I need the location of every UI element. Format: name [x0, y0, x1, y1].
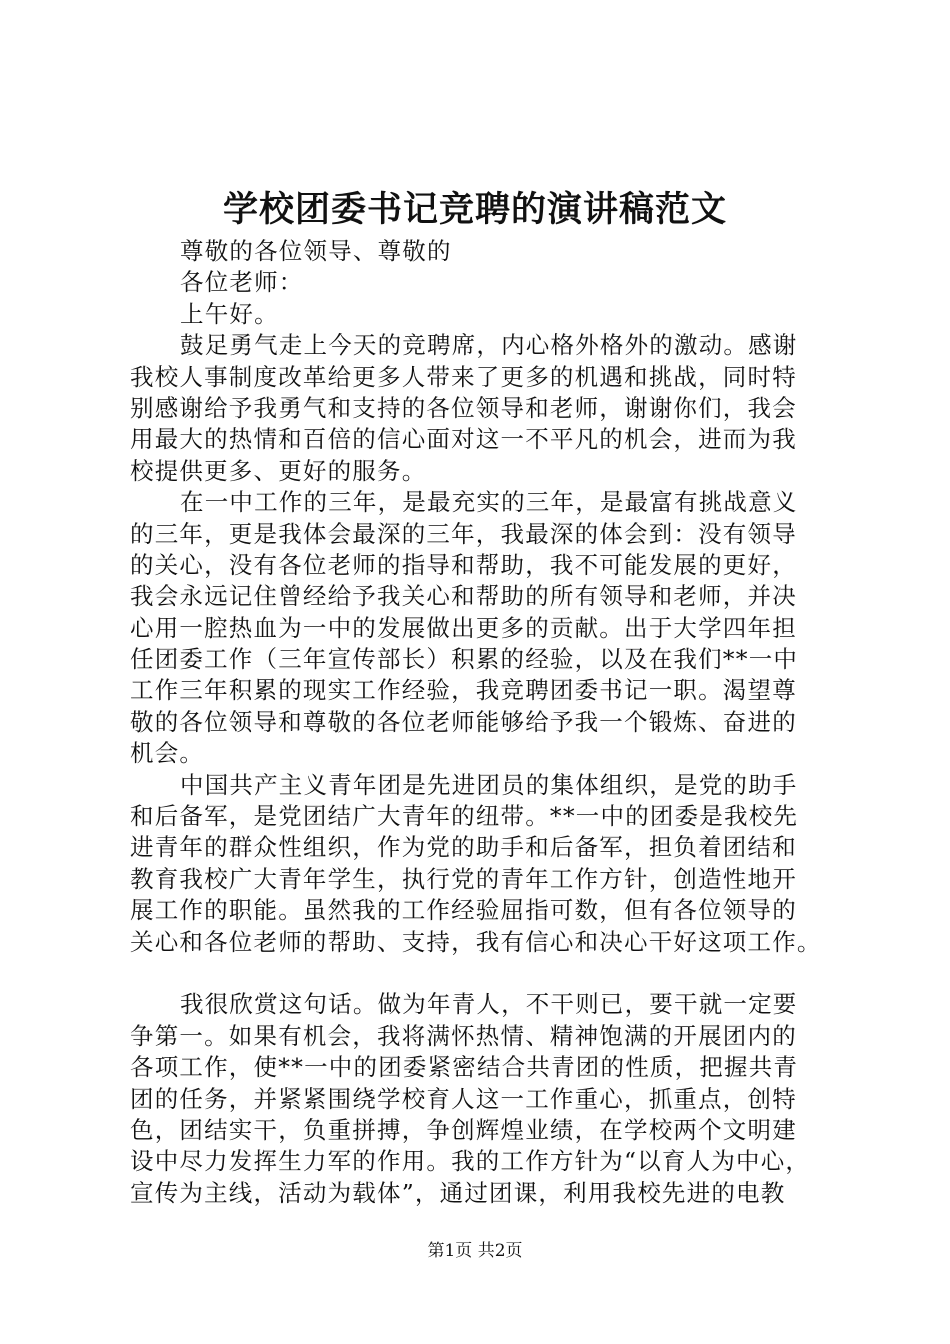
paragraph-line: 机会。 — [130, 739, 205, 768]
paragraph-line: 争第一。如果有机会，我将满怀热情、精神饱满的开展团内的 — [130, 1021, 797, 1050]
salutation-line: 尊敬的各位领导、尊敬的 — [180, 237, 452, 265]
paragraph-line: 我很欣赏这句话。做为年青人，不干则已，要干就一定要 — [180, 990, 798, 1019]
paragraph-line: 中国共产主义青年团是先进团员的集体组织，是党的助手 — [180, 770, 798, 799]
paragraph-line: 设中尽力发挥生力军的作用。我的工作方针为“以育人为中心， — [130, 1147, 811, 1176]
paragraph-line: 我会永远记住曾经给予我关心和帮助的所有领导和老师，并决 — [130, 582, 797, 611]
paragraph-line: 在一中工作的三年，是最充实的三年，是最富有挑战意义 — [180, 488, 798, 517]
paragraph-line: 校提供更多、更好的服务。 — [130, 456, 427, 485]
salutation-line: 各位老师： — [180, 268, 304, 297]
document-title: 学校团委书记竞聘的演讲稿范文 — [222, 189, 727, 230]
blank-line — [130, 958, 850, 989]
paragraph-line: 用最大的热情和百倍的信心面对这一不平凡的机会，进而为我 — [130, 425, 797, 454]
paragraph-line: 的三年，更是我体会最深的三年，我最深的体会到：没有领导 — [130, 519, 797, 548]
greeting-line: 上午好。 — [180, 299, 279, 328]
paragraph-line: 各项工作，使**一中的团委紧密结合共青团的性质，把握共青 — [130, 1053, 799, 1082]
paragraph-line: 的关心，没有各位老师的指导和帮助，我不可能发展的更好， — [130, 550, 797, 579]
paragraph-line: 关心和各位老师的帮助、支持，我有信心和决心干好这项工作。 — [130, 927, 822, 956]
document-body — [130, 236, 850, 1209]
paragraph-line: 心用一腔热血为一中的发展做出更多的贡献。出于大学四年担 — [130, 613, 797, 642]
paragraph-line: 色，团结实干，负重拼搏，争创辉煌业绩，在学校两个文明建 — [130, 1115, 797, 1144]
paragraph-line: 别感谢给予我勇气和支持的各位领导和老师，谢谢你们，我会 — [130, 393, 797, 422]
paragraph-line: 进青年的群众性组织，作为党的助手和后备军，担负着团结和 — [130, 833, 797, 862]
page-number: 第1页 共2页 — [427, 1241, 523, 1261]
paragraph-line: 宣传为主线，活动为载体”，通过团课，利用我校先进的电教 — [130, 1178, 786, 1207]
paragraph-line: 我校人事制度改革给更多人带来了更多的机遇和挑战，同时特 — [130, 362, 797, 391]
paragraph-line: 鼓足勇气走上今天的竞聘席，内心格外格外的激动。感谢 — [180, 331, 798, 360]
paragraph-line: 展工作的职能。虽然我的工作经验屈指可数，但有各位领导的 — [130, 896, 797, 925]
paragraph-line: 任团委工作（三年宣传部长）积累的经验，以及在我们**一中 — [130, 645, 799, 674]
paragraph-line: 工作三年积累的现实工作经验，我竞聘团委书记一职。渴望尊 — [130, 676, 797, 705]
paragraph-line: 团的任务，并紧紧围绕学校育人这一工作重心，抓重点，创特 — [130, 1084, 797, 1113]
paragraph-line: 敬的各位领导和尊敬的各位老师能够给予我一个锻炼、奋进的 — [130, 707, 797, 736]
paragraph-line: 教育我校广大青年学生，执行党的青年工作方针，创造性地开 — [130, 864, 797, 893]
paragraph-line: 和后备军，是党团结广大青年的纽带。**一中的团委是我校先 — [130, 802, 799, 831]
